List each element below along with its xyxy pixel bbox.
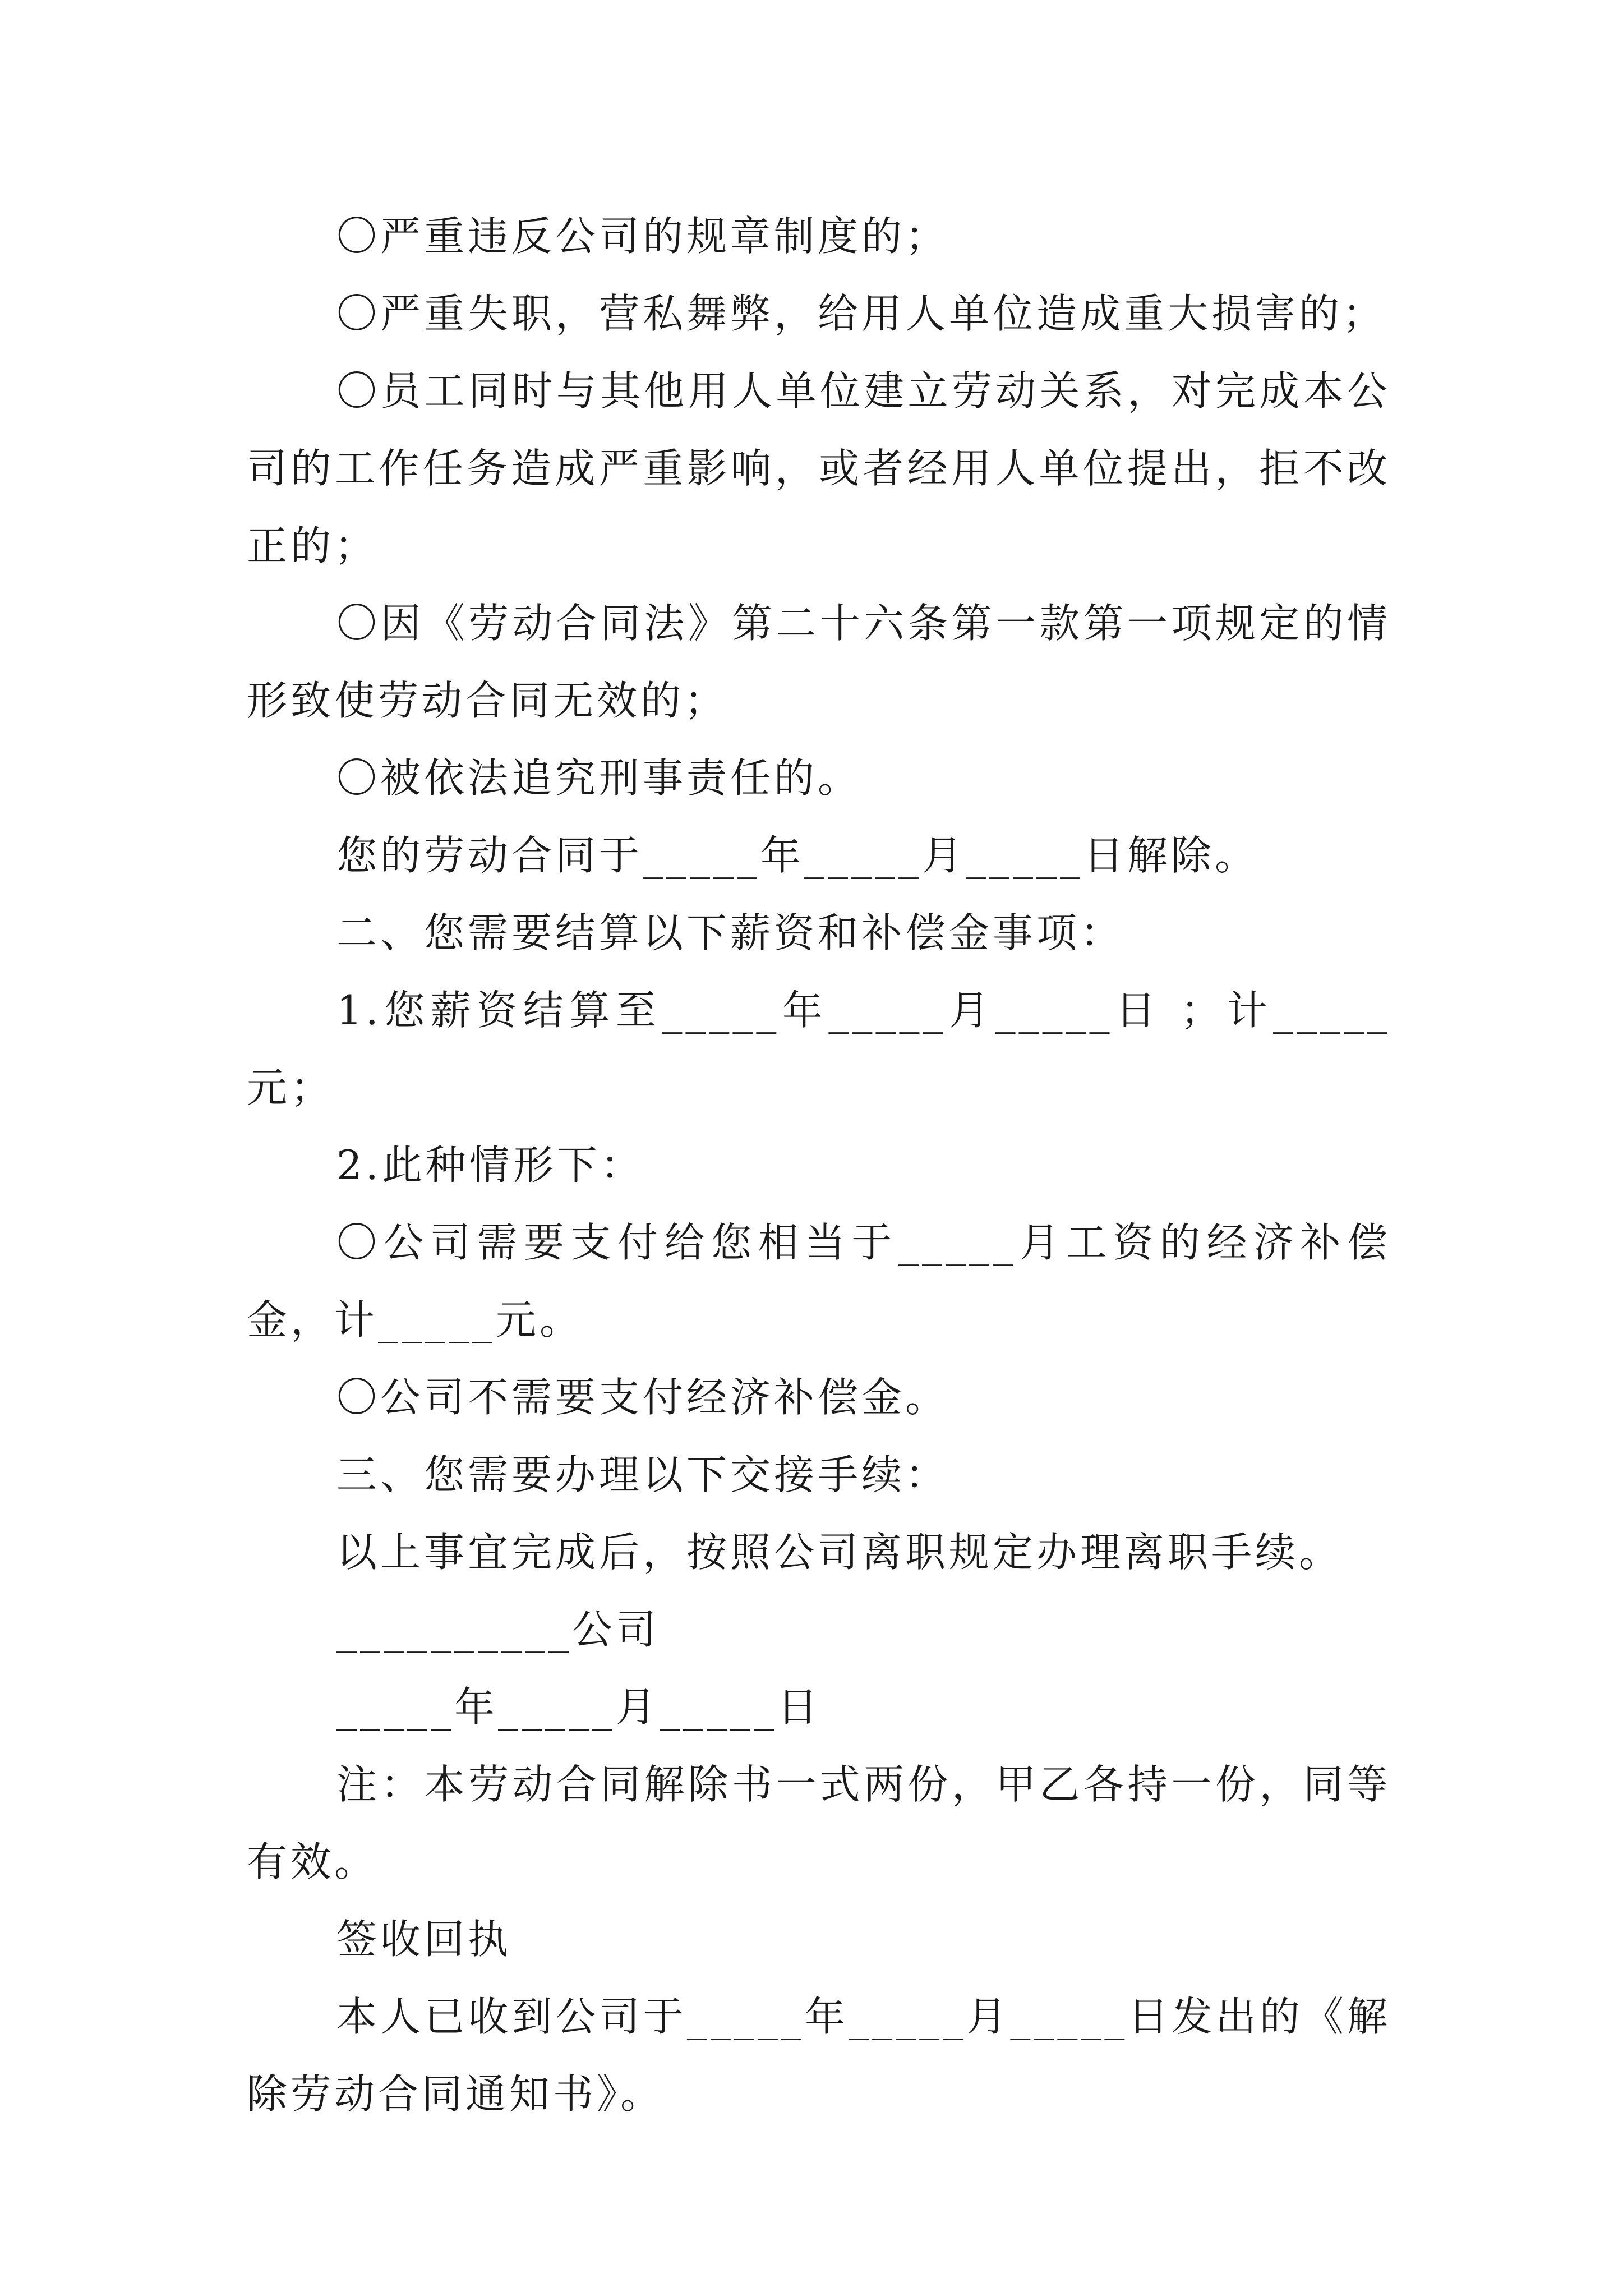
section-two-heading: 二、您需要结算以下薪资和补偿金事项： <box>336 909 1124 956</box>
termination-date-line: 您的劳动合同于_____年_____月_____日解除。 <box>336 832 1259 879</box>
salary-settlement-line: 1.您薪资结算至_____年_____月_____日 ；计_____元； <box>247 987 1391 1111</box>
clause-serious-negligence: 〇严重失职，营私舞弊，给用人单位造成重大损害的； <box>336 290 1387 337</box>
document-body <box>247 197 1391 2133</box>
note-line: 注：本劳动合同解除书一式两份，甲乙各持一份，同等有效。 <box>247 1761 1391 1885</box>
section-three-heading: 三、您需要办理以下交接手续： <box>336 1451 949 1498</box>
compensation-payable-line: 〇公司需要支付给您相当于_____月工资的经济补偿金，计_____元。 <box>247 1219 1391 1343</box>
clause-contract-invalid: 〇因《劳动合同法》第二十六条第一款第一项规定的情形致使劳动合同无效的； <box>247 600 1391 724</box>
receipt-heading: 签收回执 <box>336 1916 512 1963</box>
no-compensation-line: 〇公司不需要支付经济补偿金。 <box>336 1374 949 1421</box>
date-line: _____年_____月_____日 <box>336 1683 822 1731</box>
situation-line: 2.此种情形下： <box>336 1142 644 1189</box>
company-name-line: __________公司 <box>336 1606 660 1653</box>
clause-serious-rule-violation: 〇严重违反公司的规章制度的； <box>336 213 949 260</box>
clause-dual-employment: 〇员工同时与其他用人单位建立劳动关系，对完成本公司的工作任务造成严重影响，或者经用人单位提出，拒不改正的； <box>247 367 1391 569</box>
receipt-statement: 本人已收到公司于_____年_____月_____日发出的《解除劳动合同通知书》。 <box>247 1993 1391 2118</box>
handover-instruction: 以上事宜完成后，按照公司离职规定办理离职手续。 <box>336 1529 1343 1576</box>
clause-criminal-liability: 〇被依法追究刑事责任的。 <box>336 754 862 802</box>
